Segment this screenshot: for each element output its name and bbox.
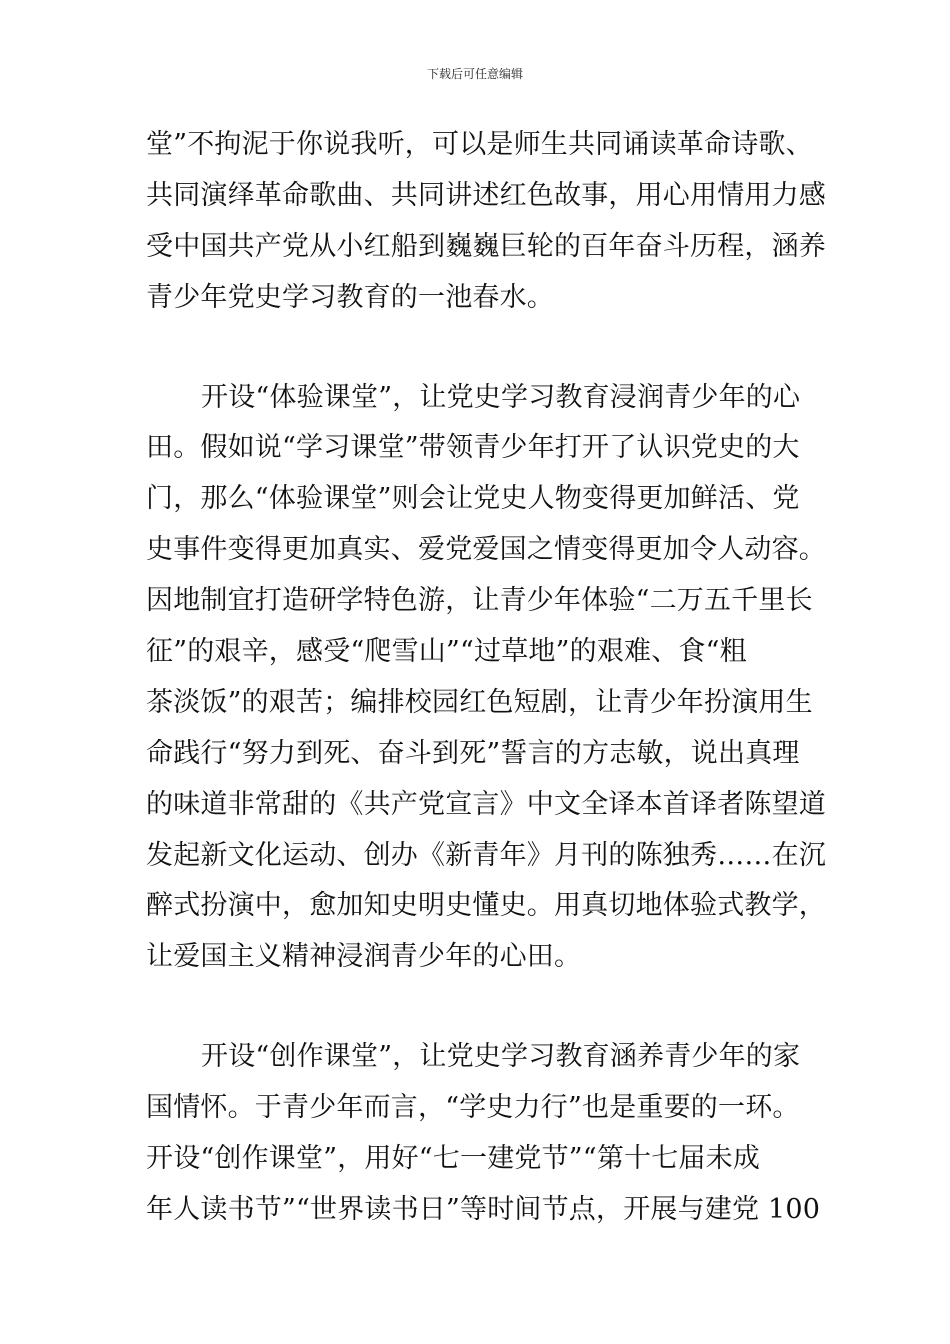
paragraph-3 — [146, 1032, 821, 1236]
paragraph-line: 因地制宜打造研学特色游，让青少年体验“二万五千里长 — [146, 585, 813, 617]
paragraph-1 — [146, 120, 826, 324]
paragraph-line: 茶淡饭”的艰苦；编排校园红色短剧，让青少年扮演用生 — [146, 686, 813, 718]
paragraph-line: 开设“创作课堂”，用好“七一建党节”“第十七届未成 — [146, 1143, 761, 1175]
page-header-note: 下载后可任意编辑 — [426, 67, 523, 81]
paragraph-line: 门，那么“体验课堂”则会让党史人物变得更加鲜活、党 — [146, 483, 800, 515]
paragraph-line: 年人读书节”“世界读书日”等时间节点，开展与建党 100 — [146, 1193, 821, 1225]
document-body — [146, 120, 826, 1236]
paragraph-line: 青少年党史学习教育的一池春水。 — [146, 281, 554, 313]
paragraph-spacer — [146, 324, 806, 373]
paragraph-line: 堂”不拘泥于你说我听，可以是师生共同诵读革命诗歌、 — [146, 129, 813, 160]
paragraph-2 — [146, 373, 826, 984]
paragraph-line: 史事件变得更加真实、爱党爱国之情变得更加令人动容。 — [146, 534, 826, 566]
paragraph-line: 开设“体验课堂”，让党史学习教育浸润青少年的心 — [201, 381, 801, 413]
paragraph-line: 共同演绎革命歌曲、共同讲述红色故事，用心用情用力感 — [146, 179, 826, 211]
paragraph-line: 开设“创作课堂”，让党史学习教育涵养青少年的家 — [201, 1041, 801, 1073]
paragraph-line: 让爱国主义精神浸润青少年的心田。 — [146, 941, 582, 973]
paragraph-line: 征”的艰辛，感受“爬雪山”“过草地”的艰难、食“粗 — [146, 636, 747, 668]
paragraph-line: 受中国共产党从小红船到巍巍巨轮的百年奋斗历程，涵养 — [146, 230, 826, 262]
paragraph-line: 国情怀。于青少年而言，“学史力行”也是重要的一环。 — [146, 1092, 800, 1124]
paragraph-line: 发起新文化运动、创办《新青年》月刊的陈独秀……在沉 — [146, 839, 826, 871]
paragraph-line: 田。假如说“学习课堂”带领青少年打开了认识党史的大 — [146, 432, 800, 464]
paragraph-line: 命践行“努力到死、奋斗到死”誓言的方志敏，说出真理 — [146, 737, 800, 769]
paragraph-spacer — [146, 983, 806, 1032]
paragraph-line: 醉式扮演中，愈加知史明史懂史。用真切地体验式教学， — [146, 890, 826, 922]
paragraph-line: 的味道非常甜的《共产党宣言》中文全译本首译者陈望道 — [146, 788, 826, 820]
